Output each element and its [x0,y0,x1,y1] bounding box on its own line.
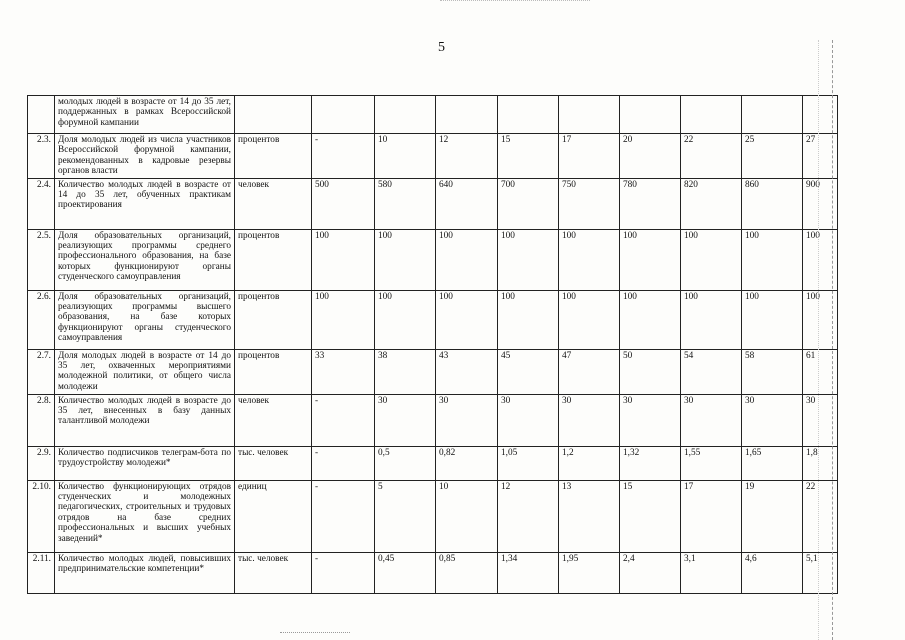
indicator-value: 100 [742,229,803,290]
indicator-value: 1,65 [742,446,803,480]
indicator-value: - [312,134,375,179]
row-number: 2.6. [28,290,55,349]
indicator-name: Доля образовательных организаций, реализующих программы высшего образования, на базе которых функционируют органы студенческого самоуправления [55,290,235,349]
indicator-value: 22 [681,134,742,179]
indicator-value: 900 [803,178,838,229]
indicator-value: 640 [436,178,498,229]
row-number: 2.9. [28,446,55,480]
scan-artifact-line [818,40,819,640]
indicator-value: 30 [559,394,620,446]
indicator-value: 50 [620,349,681,394]
indicator-value: 100 [620,290,681,349]
indicator-value: 100 [559,229,620,290]
table-row [28,178,838,229]
indicator-value: 100 [312,290,375,349]
indicator-name: Количество молодых людей, повысивших предпринимательские компетенции* [55,552,235,593]
indicator-value: 3,1 [681,552,742,593]
table-row [28,96,838,134]
table-row [28,134,838,179]
indicator-value: 25 [742,134,803,179]
table-row [28,229,838,290]
indicator-value: 10 [375,134,436,179]
indicator-value: - [312,552,375,593]
indicator-name: Доля молодых людей из числа участников Всероссийской форумной кампании, рекомендованных в кадровые резервы органов власти [55,134,235,179]
indicator-value: 100 [375,229,436,290]
indicator-value: - [312,394,375,446]
table-row [28,394,838,446]
indicator-value [375,96,436,134]
indicator-value [681,96,742,134]
indicator-value: - [312,446,375,480]
indicator-value: 30 [620,394,681,446]
indicator-value: 30 [498,394,559,446]
unit-of-measure: процентов [235,349,312,394]
indicator-value: 1,2 [559,446,620,480]
unit-of-measure: тыс. человек [235,446,312,480]
unit-of-measure: процентов [235,290,312,349]
indicator-value: 100 [375,290,436,349]
indicator-value: - [312,480,375,552]
indicator-value: 100 [681,229,742,290]
indicator-value: 100 [559,290,620,349]
indicator-value: 10 [436,480,498,552]
indicator-value: 17 [681,480,742,552]
unit-of-measure: процентов [235,134,312,179]
page-number: 5 [438,40,445,55]
scan-artifact-dashed-line [832,40,833,640]
indicator-value: 780 [620,178,681,229]
indicator-value: 61 [803,349,838,394]
indicator-value: 5,1 [803,552,838,593]
indicator-value [436,96,498,134]
indicator-value: 100 [803,229,838,290]
row-number: 2.10. [28,480,55,552]
indicator-value: 5 [375,480,436,552]
indicator-value [312,96,375,134]
table-row [28,290,838,349]
indicator-value: 4,6 [742,552,803,593]
indicator-name: молодых людей в возрасте от 14 до 35 лет, поддержанных в рамках Всероссийской форумной кампании [55,96,235,134]
indicator-value: 12 [498,480,559,552]
indicator-value: 0,82 [436,446,498,480]
indicator-value: 1,32 [620,446,681,480]
row-number: 2.5. [28,229,55,290]
indicator-value: 20 [620,134,681,179]
indicator-value: 19 [742,480,803,552]
indicator-name: Количество функционирующих отрядов студенческих и молодежных педагогических, строительных и трудовых отрядов на базе средних профессиональных и высших учебных заведений* [55,480,235,552]
indicator-value: 30 [436,394,498,446]
indicator-value: 30 [375,394,436,446]
indicator-value: 0,85 [436,552,498,593]
indicator-value: 30 [742,394,803,446]
indicator-value: 0,5 [375,446,436,480]
indicator-value: 12 [436,134,498,179]
indicator-value: 750 [559,178,620,229]
indicator-name: Количество подписчиков телеграм-бота по трудоустройству молодежи* [55,446,235,480]
indicator-value: 1,05 [498,446,559,480]
indicator-value: 22 [803,480,838,552]
indicator-value: 100 [436,229,498,290]
table-row [28,552,838,593]
indicator-value: 100 [498,229,559,290]
indicator-value: 17 [559,134,620,179]
row-number: 2.3. [28,134,55,179]
table-row [28,349,838,394]
scan-artifact-top [440,0,590,4]
indicator-value: 100 [742,290,803,349]
indicator-value [620,96,681,134]
indicator-value: 38 [375,349,436,394]
indicator-name: Количество молодых людей в возрасте до 35 лет, внесенных в базу данных талантливой молодежи [55,394,235,446]
table-row [28,480,838,552]
indicator-value: 860 [742,178,803,229]
table-row [28,446,838,480]
indicator-value: 47 [559,349,620,394]
indicator-value: 1,95 [559,552,620,593]
indicator-value: 1,34 [498,552,559,593]
indicator-value: 700 [498,178,559,229]
unit-of-measure: человек [235,178,312,229]
unit-of-measure: единиц [235,480,312,552]
indicator-value: 820 [681,178,742,229]
unit-of-measure: тыс. человек [235,552,312,593]
indicator-value: 580 [375,178,436,229]
row-number: 2.4. [28,178,55,229]
indicator-value [742,96,803,134]
indicator-value: 1,55 [681,446,742,480]
indicator-value: 15 [620,480,681,552]
unit-of-measure: человек [235,394,312,446]
indicator-value: 45 [498,349,559,394]
indicator-value: 43 [436,349,498,394]
indicator-value: 33 [312,349,375,394]
unit-of-measure [235,96,312,134]
indicator-value: 2,4 [620,552,681,593]
indicator-value: 100 [681,290,742,349]
indicator-value: 100 [498,290,559,349]
indicator-value: 100 [620,229,681,290]
row-number: 2.11. [28,552,55,593]
row-number: 2.8. [28,394,55,446]
indicator-value: 30 [803,394,838,446]
indicator-value: 100 [312,229,375,290]
indicator-value: 0,45 [375,552,436,593]
indicator-value: 15 [498,134,559,179]
row-number [28,96,55,134]
indicator-value: 54 [681,349,742,394]
indicator-value: 100 [436,290,498,349]
indicator-value: 27 [803,134,838,179]
indicator-name: Доля образовательных организаций, реализующих программы среднего профессионального образования, на базе которых функционируют органы студенческого самоуправления [55,229,235,290]
indicator-value: 500 [312,178,375,229]
indicator-value: 30 [681,394,742,446]
indicator-value [559,96,620,134]
unit-of-measure: процентов [235,229,312,290]
row-number: 2.7. [28,349,55,394]
indicator-name: Количество молодых людей в возрасте от 14 до 35 лет, обученных практикам проектирования [55,178,235,229]
indicator-value [498,96,559,134]
indicator-value: 13 [559,480,620,552]
indicator-value: 1,8 [803,446,838,480]
scan-artifact-bottom [280,632,350,636]
indicators-table [27,95,838,594]
indicator-value: 100 [803,290,838,349]
indicator-value: 58 [742,349,803,394]
indicator-name: Доля молодых людей в возрасте от 14 до 35 лет, охваченных мероприятиями молодежной политики, от общего числа молодежи [55,349,235,394]
